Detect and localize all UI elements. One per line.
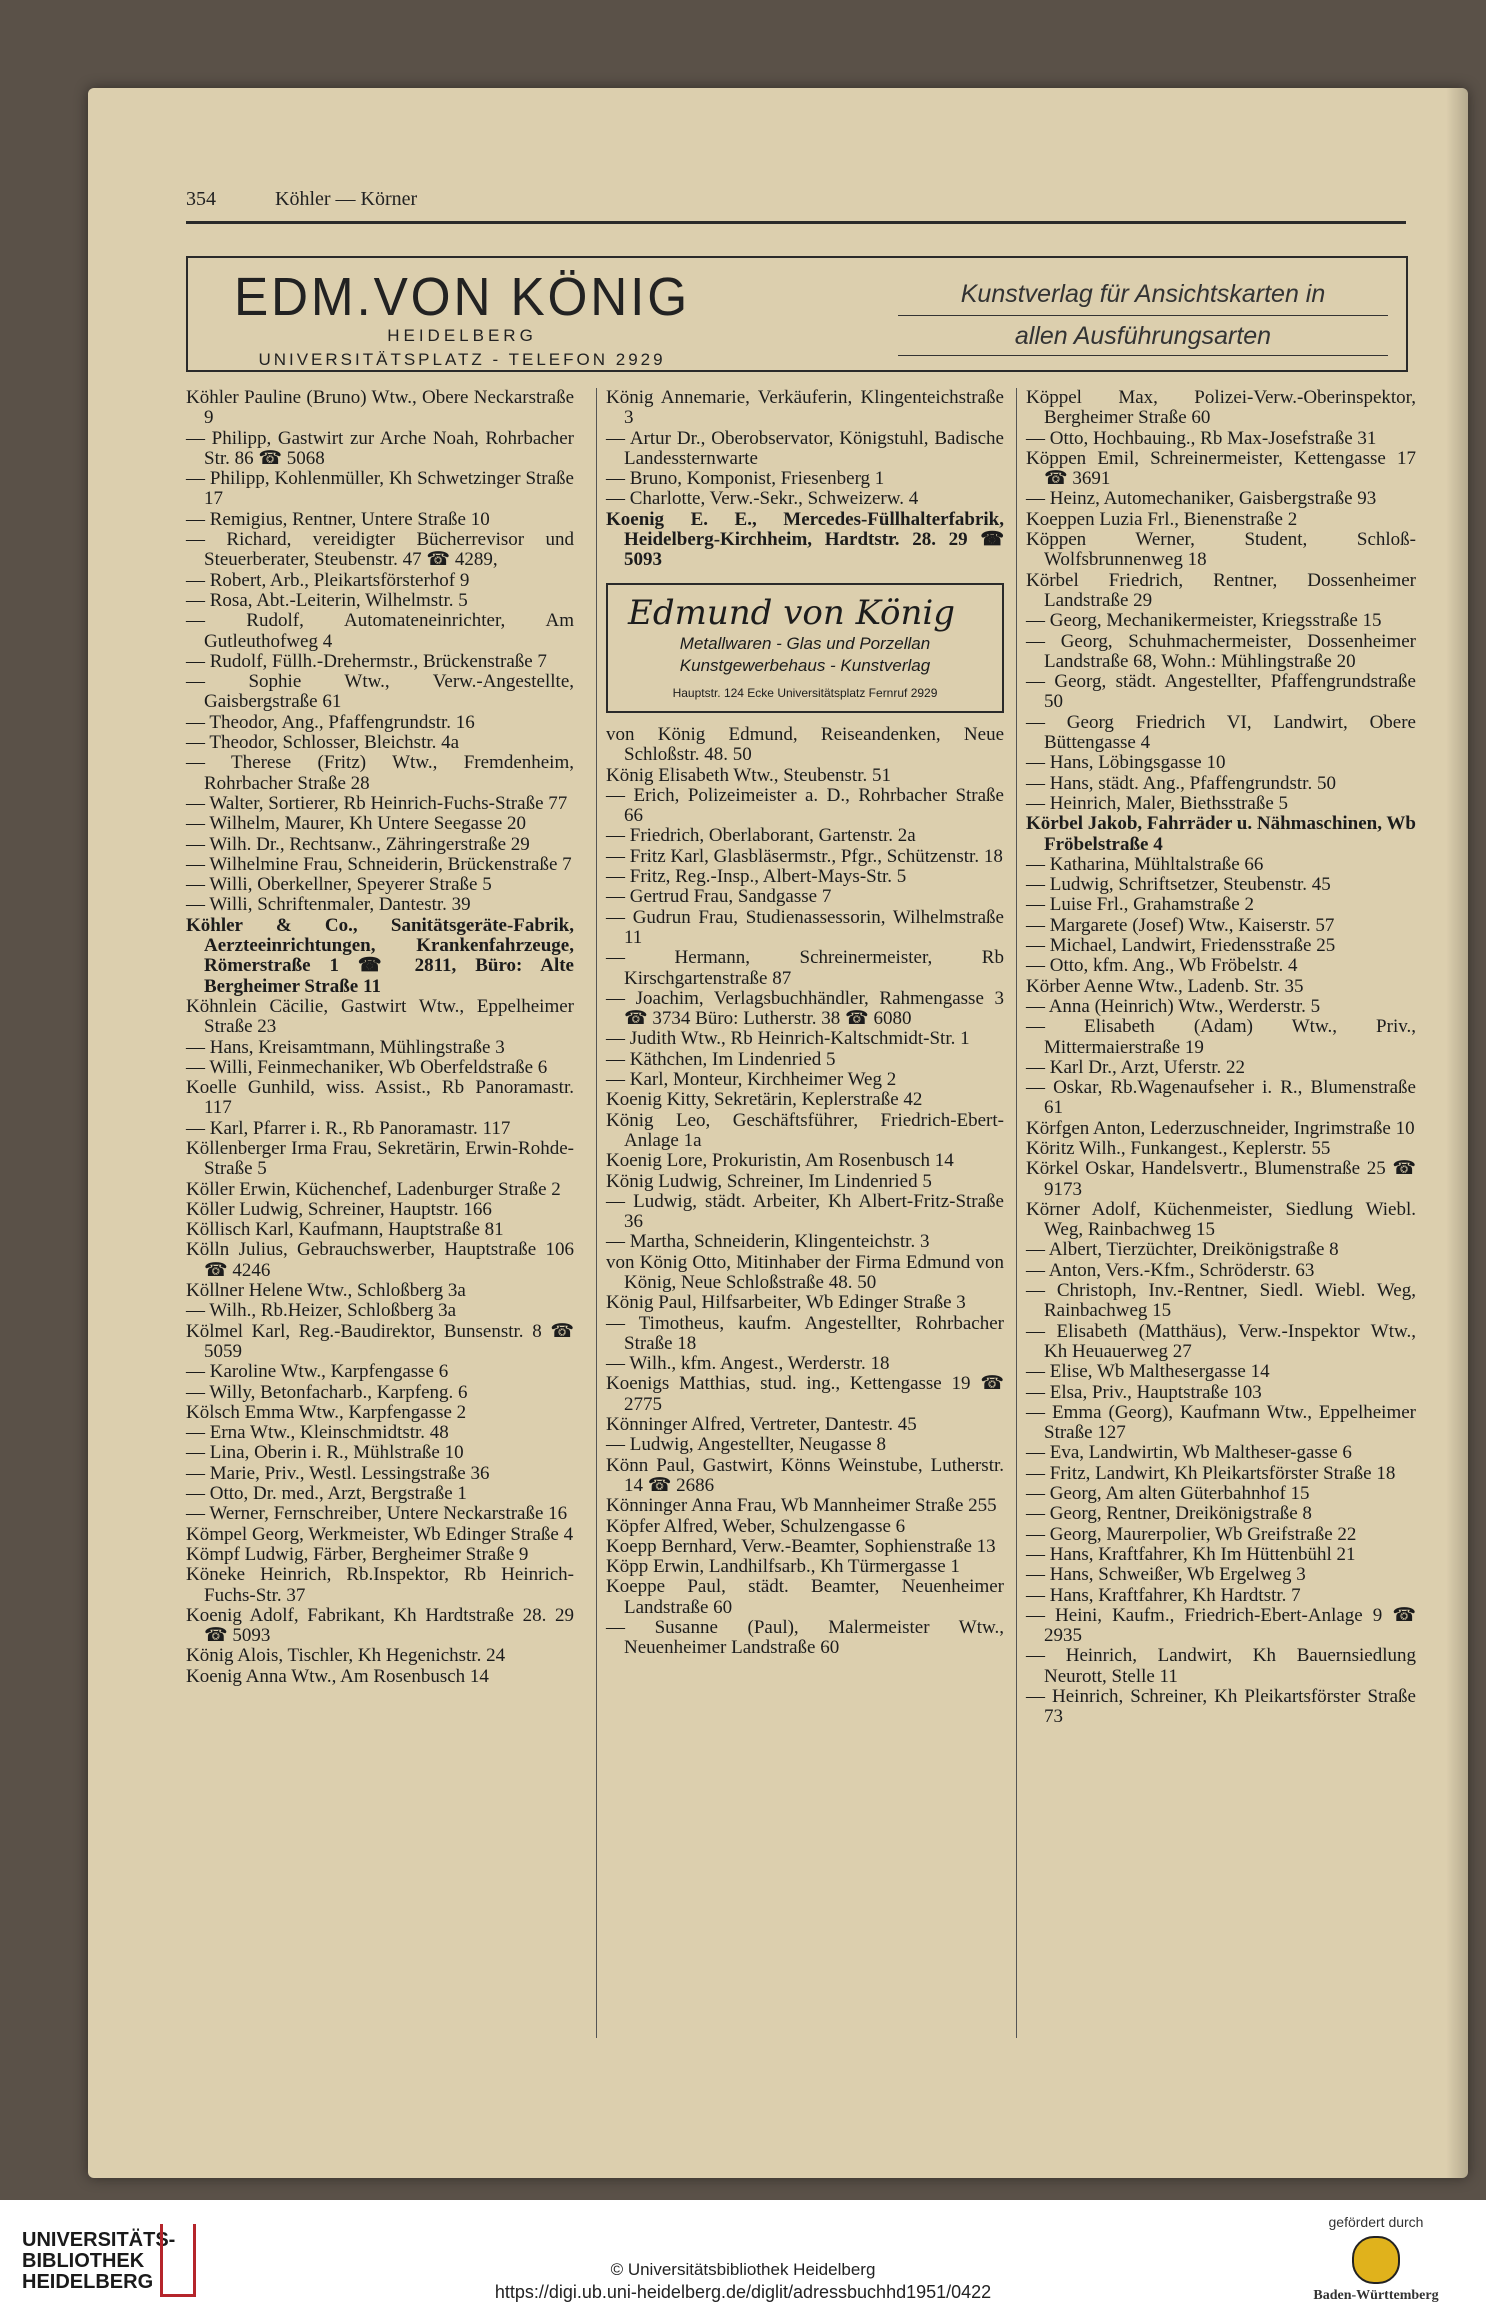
column-2-bottom-entries: [606, 725, 1004, 1659]
directory-entry: Köpfer Alfred, Weber, Schulzengasse 6: [606, 1515, 906, 1537]
directory-entry: — Joachim, Verlagsbuchhändler, Rahmengasse 3 ☎ 3734 Büro: Lutherstr. 38 ☎ 6080: [606, 987, 1004, 1030]
ad-right-block: [898, 280, 1388, 356]
directory-entry: Koenigs Matthias, stud. ing., Kettengasse 19 ☎ 2775: [606, 1373, 1004, 1415]
directory-entry: Koenig Anna Wtw., Am Rosenbusch 14: [186, 1665, 489, 1687]
directory-entry: König Paul, Hilfsarbeiter, Wb Edinger Straße 3: [606, 1292, 966, 1314]
directory-entry: — Georg Friedrich VI, Landwirt, Obere Büttengasse 4: [1026, 711, 1416, 754]
directory-entry: — Willi, Schriftenmaler, Dantestr. 39: [186, 894, 471, 916]
directory-entry: — Heinrich, Landwirt, Kh Bauernsiedlung Neurott, Stelle 11: [1026, 1645, 1416, 1687]
sponsor-state: Baden-Württemberg: [1313, 2288, 1439, 2303]
permalink[interactable]: https://digi.ub.uni-heidelberg.de/diglit/adressbuchhd1951/0422: [494, 2282, 992, 2302]
directory-entry: Körfgen Anton, Lederzuschneider, Ingrimstraße 10: [1026, 1117, 1415, 1139]
directory-entry: König Alois, Tischler, Kh Hegenichstr. 24: [186, 1645, 506, 1667]
copyright-notice: © Universitätsbibliothek Heidelberg: [610, 2260, 876, 2279]
directory-entry: — Heinrich, Maler, Biethsstraße 5: [1026, 792, 1289, 814]
library-line-3: HEIDELBERG: [22, 2271, 154, 2293]
directory-entry: Köppen Emil, Schreinermeister, Kettengasse 17 ☎ 3691: [1026, 447, 1416, 490]
directory-entry: — Albert, Tierzüchter, Dreikönigstraße 8: [1026, 1239, 1339, 1261]
directory-entry: — Anna (Heinrich) Wtw., Werderstr. 5: [1026, 995, 1321, 1017]
directory-entry: Koeppen Luzia Frl., Bienenstraße 2: [1026, 508, 1298, 530]
directory-entry: Kömpf Ludwig, Färber, Bergheimer Straße 9: [186, 1543, 529, 1565]
directory-entry: — Hans, Kraftfahrer, Kh Hardtstr. 7: [1026, 1584, 1301, 1606]
directory-entry: — Philipp, Gastwirt zur Arche Noah, Rohrbacher Str. 86 ☎ 5068: [186, 427, 574, 469]
directory-entry: Köllner Helene Wtw., Schloßberg 3a: [186, 1280, 466, 1302]
directory-entry: — Karl, Pfarrer i. R., Rb Panoramastr. 117: [186, 1117, 511, 1139]
sponsor-caption: gefördert durch: [1328, 2214, 1424, 2230]
directory-entry: — Rudolf, Füllh.-Drehermstr., Brückenstraße 7: [186, 650, 547, 672]
directory-entry: Köpp Erwin, Landhilfsarb., Kh Türmergasse 1: [606, 1556, 960, 1578]
directory-entry: — Friedrich, Oberlaborant, Gartenstr. 2a: [606, 825, 916, 847]
book-page: [88, 88, 1468, 2178]
directory-entry: — Richard, vereidigter Bücherrevisor und Steuerberater, Steubenstr. 47 ☎ 4289,: [186, 529, 574, 571]
directory-entry: — Theodor, Schlosser, Bleichstr. 4a: [186, 732, 460, 754]
directory-entry: — Willy, Betonfacharb., Karpfeng. 6: [186, 1381, 468, 1403]
directory-entry: von König Edmund, Reiseandenken, Neue Schloßstr. 48. 50: [606, 723, 1004, 766]
directory-entry: — Charlotte, Verw.-Sekr., Schweizerw. 4: [606, 488, 919, 510]
directory-entry: König Elisabeth Wtw., Steubenstr. 51: [606, 764, 891, 786]
directory-entry: Körner Adolf, Küchenmeister, Siedlung Wiebl. Weg, Rainbachweg 15: [1026, 1198, 1416, 1241]
directory-entry: — Timotheus, kaufm. Angestellter, Rohrbacher Straße 18: [606, 1312, 1004, 1354]
ad-tagline-1: Kunstverlag für Ansichtskarten in: [898, 280, 1388, 316]
directory-entry: Köneke Heinrich, Rb.Inspektor, Rb Heinrich-Fuchs-Str. 37: [186, 1564, 574, 1606]
ad2-name: Edmund von König: [628, 592, 956, 633]
directory-entry: — Ludwig, städt. Arbeiter, Kh Albert-Fritz-Straße 36: [606, 1190, 1004, 1233]
directory-entry: — Fritz, Landwirt, Kh Pleikartsförster Straße 18: [1026, 1462, 1396, 1484]
viewer-footer: [0, 2200, 1486, 2310]
directory-entry: — Ludwig, Schriftsetzer, Steubenstr. 45: [1026, 874, 1331, 896]
directory-entry: Körbel Friedrich, Rentner, Dossenheimer Landstraße 29: [1026, 569, 1416, 611]
directory-entry: Koenig Lore, Prokuristin, Am Rosenbusch 14: [606, 1150, 954, 1172]
directory-entry: — Georg, städt. Angestellter, Pfaffengrundstraße 50: [1026, 671, 1416, 713]
directory-entry: — Judith Wtw., Rb Heinrich-Kaltschmidt-Str. 1: [606, 1028, 970, 1050]
ad-city: HEIDELBERG: [387, 326, 537, 345]
directory-entry: Köppen Werner, Student, Schloß-Wolfsbrunnenweg 18: [1026, 529, 1416, 571]
advertisement-edmund-von-koenig: [606, 583, 1004, 713]
running-head: [186, 188, 1406, 224]
sponsor-block[interactable]: [1306, 2214, 1446, 2304]
directory-entry: — Fritz, Reg.-Insp., Albert-Mays-Str. 5: [606, 866, 907, 888]
directory-entry: — Käthchen, Im Lindenried 5: [606, 1048, 836, 1070]
directory-entry: — Karl Dr., Arzt, Uferstr. 22: [1026, 1056, 1245, 1078]
directory-entry: Kölsch Emma Wtw., Karpfengasse 2: [186, 1401, 467, 1423]
directory-entry: Köppel Max, Polizei-Verw.-Oberinspektor, Bergheimer Straße 60: [1026, 387, 1416, 429]
ad-left-block: [202, 267, 722, 370]
directory-entry: — Wilh., kfm. Angest., Werderstr. 18: [606, 1353, 890, 1375]
directory-entry: — Werner, Fernschreiber, Untere Neckarstraße 16: [186, 1503, 568, 1525]
directory-entry: — Therese (Fritz) Wtw., Fremdenheim, Rohrbacher Straße 28: [186, 752, 574, 794]
directory-entry: Körkel Oskar, Handelsvertr., Blumenstraße 25 ☎ 9173: [1026, 1158, 1416, 1200]
directory-entry: — Hans, städt. Ang., Pfaffengrundstr. 50: [1026, 772, 1336, 794]
page-number: 354: [186, 188, 216, 210]
directory-entry: — Marie, Priv., Westl. Lessingstraße 36: [186, 1462, 490, 1484]
column-2-top-entries: [606, 388, 1004, 571]
directory-entry: — Hermann, Schreinermeister, Rb Kirschgartenstraße 87: [606, 947, 1004, 989]
directory-entry: — Heini, Kaufm., Friedrich-Ebert-Anlage 9 ☎ 2935: [1026, 1604, 1416, 1647]
directory-entry: — Elsa, Priv., Hauptstraße 103: [1026, 1381, 1262, 1403]
advertisement-edm-von-koenig: [186, 256, 1408, 372]
directory-entry: — Elisabeth (Matthäus), Verw.-Inspektor Wtw., Kh Heuauerweg 27: [1026, 1320, 1416, 1362]
directory-entry: Köritz Wilh., Funkangest., Keplerstr. 55: [1026, 1137, 1331, 1159]
directory-entry: Koelle Gunhild, wiss. Assist., Rb Panoramastr. 117: [186, 1077, 574, 1119]
ad-tagline-2: allen Ausführungsarten: [898, 316, 1388, 356]
ad-logo-text: EDM.VON KÖNIG: [233, 267, 691, 327]
directory-entry: Könninger Anna Frau, Wb Mannheimer Straße 255: [606, 1495, 997, 1517]
directory-entry: Kölln Julius, Gebrauchswerber, Hauptstraße 106 ☎ 4246: [186, 1239, 574, 1281]
directory-entry: — Elisabeth (Adam) Wtw., Priv., Mittermaierstraße 19: [1026, 1016, 1416, 1058]
state-coat-of-arms-icon: [1352, 2236, 1400, 2284]
directory-entry: — Theodor, Ang., Pfaffengrundstr. 16: [186, 711, 475, 733]
directory-entry: Koenig Kitty, Sekretärin, Keplerstraße 42: [606, 1089, 923, 1111]
directory-entry: Köhnlein Cäcilie, Gastwirt Wtw., Eppelheimer Straße 23: [186, 995, 574, 1038]
directory-entry: — Philipp, Kohlenmüller, Kh Schwetzinger Straße 17: [186, 468, 574, 510]
directory-entry: — Rudolf, Automateneinrichter, Am Gutleuthofweg 4: [186, 610, 574, 652]
directory-entry: Kölmel Karl, Reg.-Baudirektor, Bunsenstr. 8 ☎ 5059: [186, 1320, 574, 1362]
directory-entry: — Gudrun Frau, Studienassessorin, Wilhelmstraße 11: [606, 906, 1004, 948]
ad2-address: Hauptstr. 124 Ecke Universitätsplatz Fernruf 2929: [672, 685, 938, 700]
directory-entry: — Gertrud Frau, Sandgasse 7: [606, 886, 832, 908]
directory-entry: — Eva, Landwirtin, Wb Maltheser-gasse 6: [1026, 1442, 1352, 1464]
directory-entry: Körber Aenne Wtw., Ladenb. Str. 35: [1026, 975, 1304, 997]
column-rule-1: [596, 388, 597, 2038]
directory-entry: — Hans, Kraftfahrer, Kh Im Hüttenbühl 21: [1026, 1543, 1356, 1565]
directory-entry: — Margarete (Josef) Wtw., Kaiserstr. 57: [1026, 914, 1335, 936]
directory-entry: Köhler Pauline (Bruno) Wtw., Obere Neckarstraße 9: [186, 387, 574, 429]
directory-entry: — Hans, Kreisamtmann, Mühlingstraße 3: [186, 1036, 505, 1058]
directory-entry: — Artur Dr., Oberobservator, Königstuhl, Badische Landessternwarte: [606, 427, 1004, 469]
directory-entry: — Walter, Sortierer, Rb Heinrich-Fuchs-Straße 77: [186, 792, 568, 814]
directory-entry: — Otto, kfm. Ang., Wb Fröbelstr. 4: [1026, 955, 1298, 977]
column-2: [606, 388, 1004, 1659]
directory-entry: — Erich, Polizeimeister a. D., Rohrbacher Straße 66: [606, 784, 1004, 827]
library-line-1: UNIVERSITÄTS-: [22, 2229, 176, 2251]
directory-entry: — Hans, Schweißer, Wb Ergelweg 3: [1026, 1564, 1306, 1586]
column-1: [186, 388, 574, 1687]
column-3: [1026, 388, 1416, 1728]
directory-entry: — Heinz, Automechaniker, Gaisbergstraße 93: [1026, 488, 1377, 510]
directory-entry: — Heinrich, Schreiner, Kh Pleikartsförster Straße 73: [1026, 1686, 1416, 1728]
directory-entry: — Bruno, Komponist, Friesenberg 1: [606, 468, 885, 490]
directory-entry: — Karoline Wtw., Karpfengasse 6: [186, 1361, 449, 1383]
directory-entry: — Willi, Oberkellner, Speyerer Straße 5: [186, 874, 492, 896]
column-rule-2: [1016, 388, 1017, 2038]
directory-entry: Körbel Jakob, Fahrräder u. Nähmaschinen, Wb Fröbelstraße 4: [1026, 813, 1416, 855]
ad2-line-2: Kunstgewerbehaus - Kunstverlag: [679, 655, 931, 675]
directory-entry: Koenig Adolf, Fabrikant, Kh Hardtstraße 28. 29 ☎ 5093: [186, 1604, 574, 1647]
directory-entry: — Michael, Landwirt, Friedensstraße 25: [1026, 935, 1336, 957]
directory-entry: — Georg, Mechanikermeister, Kriegsstraße 15: [1026, 610, 1382, 632]
directory-entry: — Katharina, Mühltalstraße 66: [1026, 853, 1264, 875]
directory-entry: — Otto, Hochbauing., Rb Max-Josefstraße 31: [1026, 427, 1377, 449]
directory-entry: — Martha, Schneiderin, Klingenteichstr. 3: [606, 1231, 930, 1253]
directory-entry: — Erna Wtw., Kleinschmidtstr. 48: [186, 1422, 449, 1444]
directory-entry: — Rosa, Abt.-Leiterin, Wilhelmstr. 5: [186, 589, 468, 611]
directory-entry: Koepp Bernhard, Verw.-Beamter, Sophienstraße 13: [606, 1535, 996, 1557]
directory-entry: — Otto, Dr. med., Arzt, Bergstraße 1: [186, 1483, 467, 1505]
directory-entry: König Ludwig, Schreiner, Im Lindenried 5: [606, 1170, 932, 1192]
page-title: Köhler — Körner: [275, 188, 418, 210]
directory-entry: Könn Paul, Gastwirt, Könns Weinstube, Lutherstr. 14 ☎ 2686: [606, 1454, 1004, 1496]
directory-entry: Köhler & Co., Sanitätsgeräte-Fabrik, Aerzteeinrichtungen, Krankenfahrzeuge, Römerstraße 1 ☎ 2811, Büro: Alte Bergheimer Straße 11: [186, 914, 574, 997]
directory-entry: — Susanne (Paul), Malermeister Wtw., Neuenheimer Landstraße 60: [606, 1617, 1004, 1659]
directory-entry: — Karl, Monteur, Kirchheimer Weg 2: [606, 1069, 897, 1091]
directory-entry: Köllisch Karl, Kaufmann, Hauptstraße 81: [186, 1219, 504, 1241]
directory-entry: — Wilh., Rb.Heizer, Schloßberg 3a: [186, 1300, 457, 1322]
ad-address: UNIVERSITÄTSPLATZ - TELEFON 2929: [258, 350, 666, 369]
library-line-2: BIBLIOTHEK: [22, 2250, 145, 2272]
directory-entry: — Georg, Maurerpolier, Wb Greifstraße 22: [1026, 1523, 1357, 1545]
directory-entry: Koeppe Paul, städt. Beamter, Neuenheimer Landstraße 60: [606, 1576, 1004, 1618]
directory-entry: — Anton, Vers.-Kfm., Schröderstr. 63: [1026, 1259, 1315, 1281]
directory-entry: von König Otto, Mitinhaber der Firma Edmund von König, Neue Schloßstraße 48. 50: [606, 1251, 1004, 1293]
directory-entry: — Emma (Georg), Kaufmann Wtw., Eppelheimer Straße 127: [1026, 1401, 1416, 1444]
directory-entry: — Luise Frl., Grahamstraße 2: [1026, 894, 1254, 916]
directory-entry: — Christoph, Inv.-Rentner, Siedl. Wiebl. Weg, Rainbachweg 15: [1026, 1280, 1416, 1322]
directory-entry: — Robert, Arb., Pleikartsförsterhof 9: [186, 569, 470, 591]
directory-entry: — Ludwig, Angestellter, Neugasse 8: [606, 1434, 886, 1456]
directory-entry: — Georg, Am alten Güterbahnhof 15: [1026, 1483, 1310, 1505]
directory-entry: — Fritz Karl, Glasbläsermstr., Pfgr., Schützenstr. 18: [606, 845, 1003, 867]
directory-entry: Köllenberger Irma Frau, Sekretärin, Erwin-Rohde-Straße 5: [186, 1137, 574, 1180]
directory-entry: König Leo, Geschäftsführer, Friedrich-Ebert-Anlage 1a: [606, 1109, 1004, 1151]
spine-shadow: [1446, 88, 1468, 2178]
directory-entry: Köller Ludwig, Schreiner, Hauptstr. 166: [186, 1198, 492, 1220]
directory-entry: — Georg, Rentner, Dreikönigstraße 8: [1026, 1503, 1312, 1525]
directory-entry: — Wilhelm, Maurer, Kh Untere Seegasse 20: [186, 813, 527, 835]
directory-entry: — Wilhelmine Frau, Schneiderin, Brückenstraße 7: [186, 853, 572, 875]
ad2-line-1: Metallwaren - Glas und Porzellan: [679, 633, 931, 653]
directory-entry: — Wilh. Dr., Rechtsanw., Zähringerstraße 29: [186, 833, 530, 855]
directory-entry: — Georg, Schuhmachermeister, Dossenheimer Landstraße 68, Wohn.: Mühlingstraße 20: [1026, 630, 1416, 672]
directory-entry: — Remigius, Rentner, Untere Straße 10: [186, 508, 490, 530]
directory-entry: — Lina, Oberin i. R., Mühlstraße 10: [186, 1442, 464, 1464]
directory-entry: Köller Erwin, Küchenchef, Ladenburger Straße 2: [186, 1178, 561, 1200]
directory-entry: Könninger Alfred, Vertreter, Dantestr. 45: [606, 1414, 917, 1436]
directory-entry: Kömpel Georg, Werkmeister, Wb Edinger Straße 4: [186, 1523, 574, 1545]
directory-entry: — Oskar, Rb.Wagenaufseher i. R., Blumenstraße 61: [1026, 1077, 1416, 1119]
directory-entry: — Hans, Löbingsgasse 10: [1026, 752, 1226, 774]
directory-entry: — Elise, Wb Malthesergasse 14: [1026, 1361, 1270, 1383]
directory-entry: — Sophie Wtw., Verw.-Angestellte, Gaisbergstraße 61: [186, 671, 574, 713]
directory-entry: Koenig E. E., Mercedes-Füllhalterfabrik, Heidelberg-Kirchheim, Hardtstr. 28. 29 ☎ 5093: [606, 508, 1004, 571]
directory-entry: König Annemarie, Verkäuferin, Klingenteichstraße 3: [606, 387, 1004, 429]
directory-entry: — Willi, Feinmechaniker, Wb Oberfeldstraße 6: [186, 1056, 548, 1078]
